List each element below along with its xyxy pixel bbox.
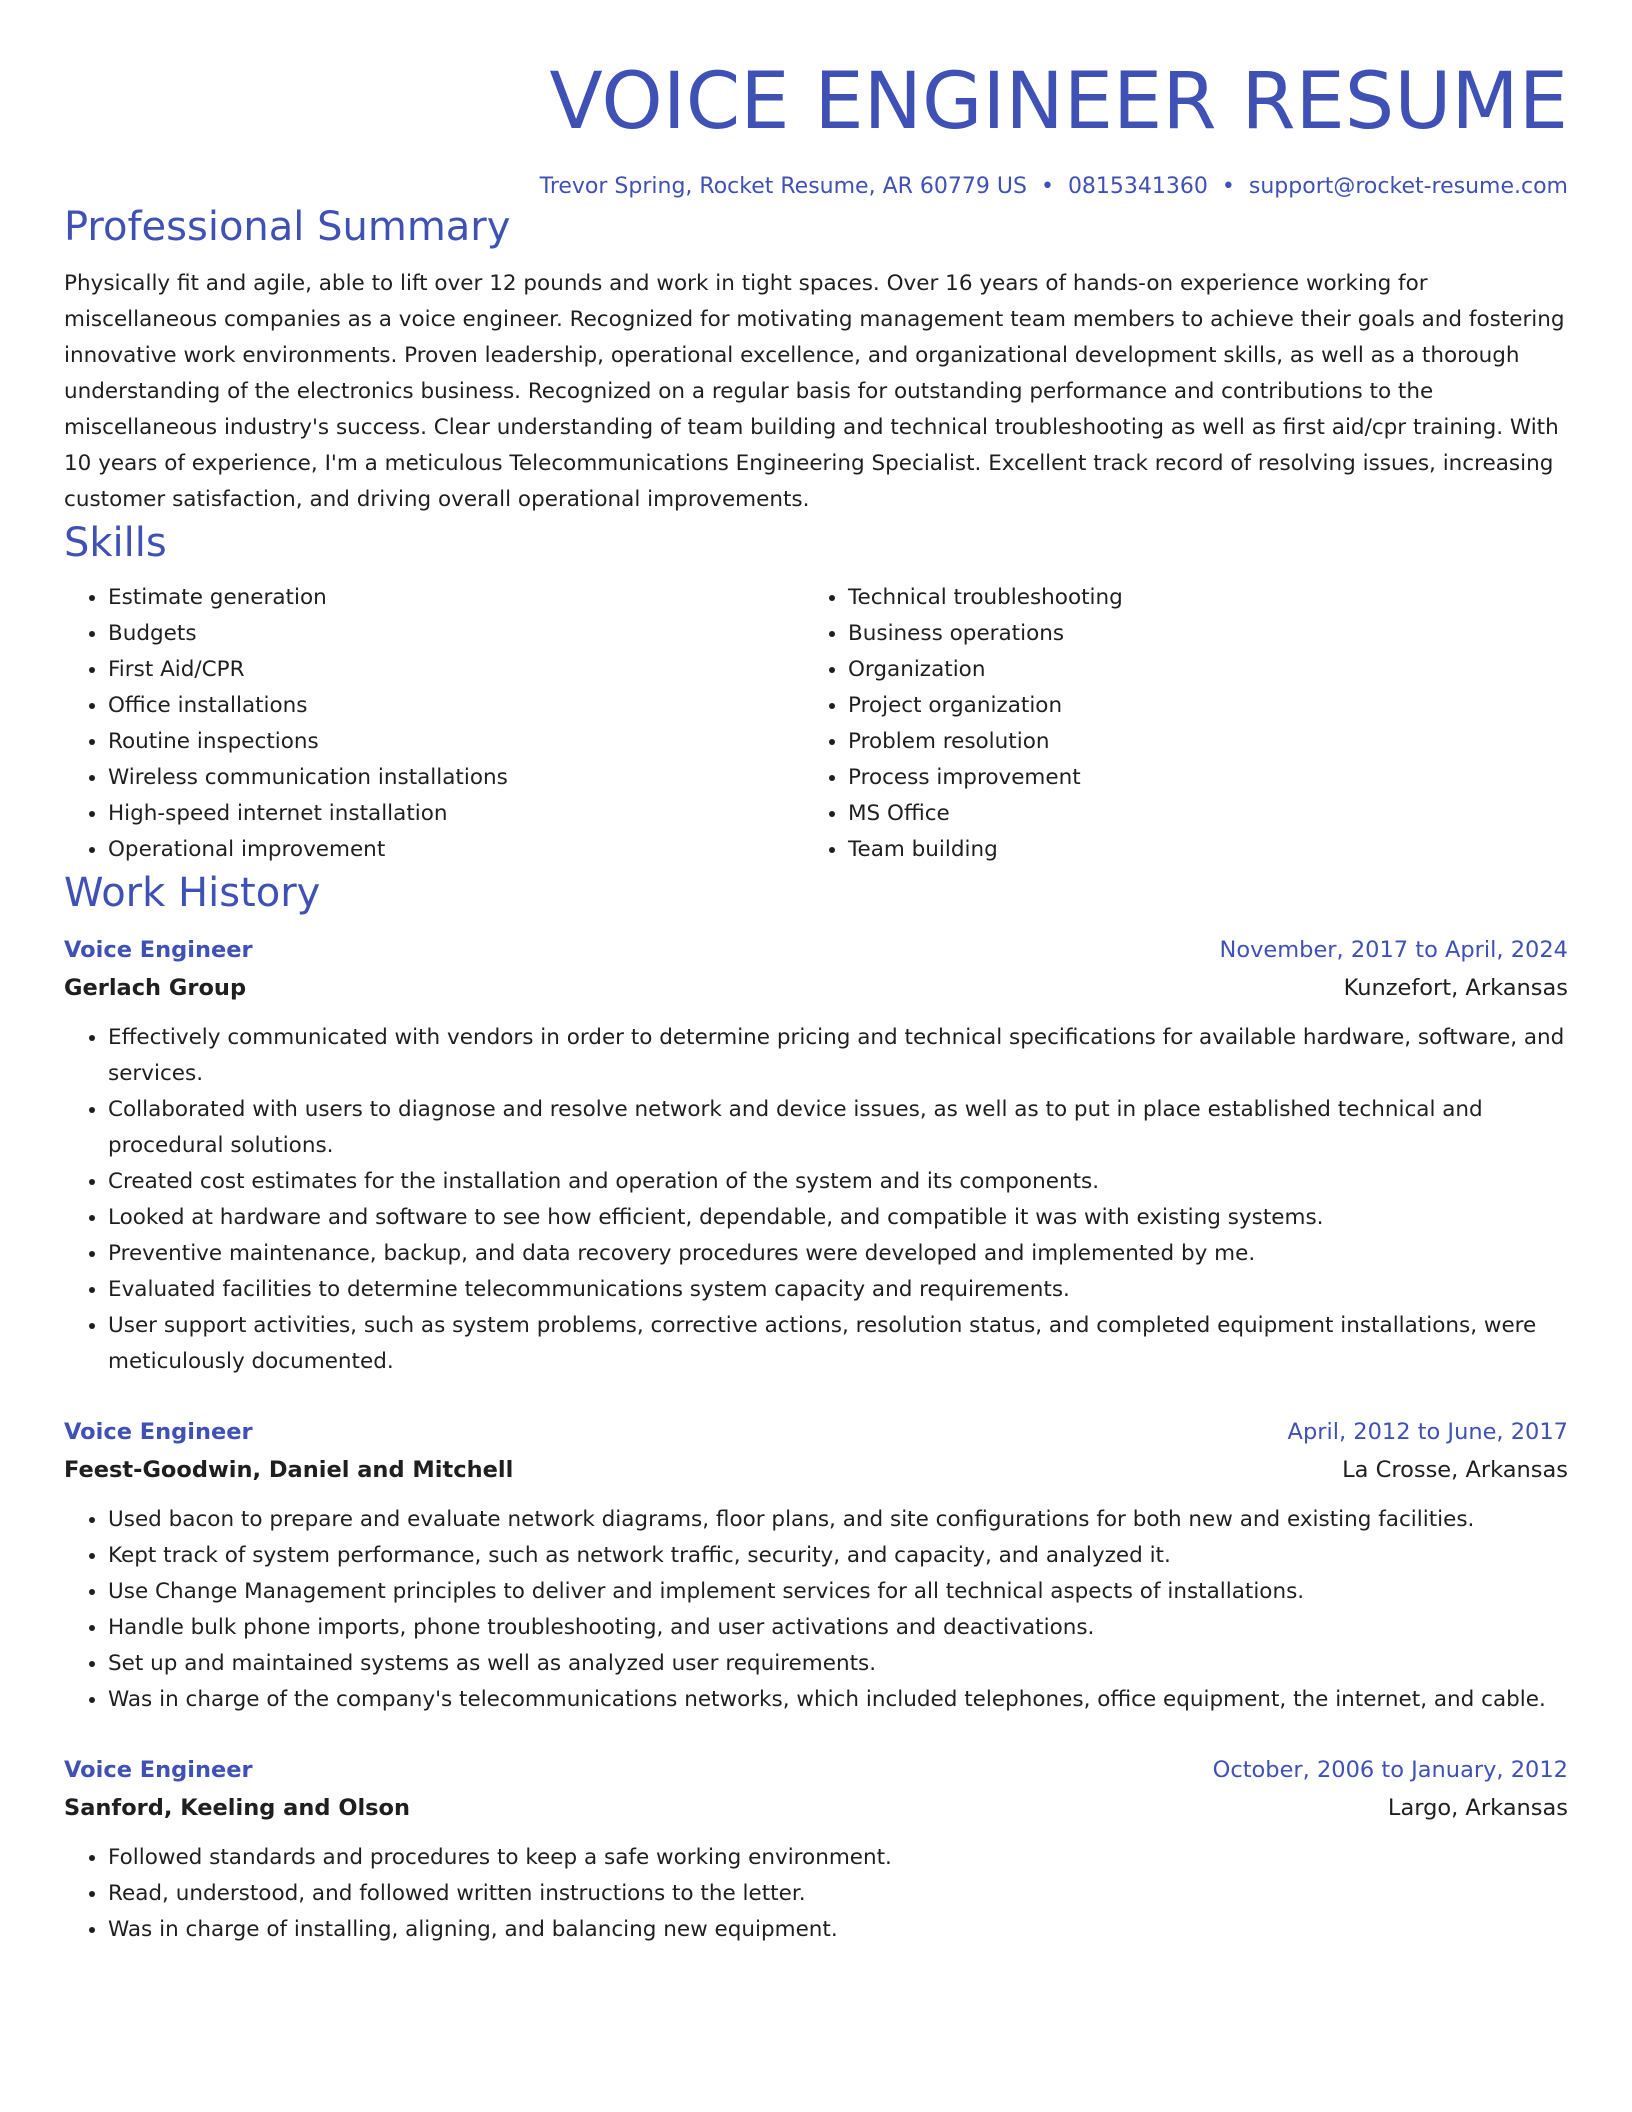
- job-entry: [64, 1414, 1568, 1718]
- skill-item: • MS Office: [848, 796, 1568, 832]
- job-bullet: • Read, understood, and followed written instructions to the letter.: [108, 1876, 1568, 1912]
- job-bullet: • Preventive maintenance, backup, and data recovery procedures were developed and implemented by me.: [108, 1236, 1568, 1272]
- job-dates: November, 2017 to April, 2024: [1219, 937, 1568, 963]
- summary-text: Physically fit and agile, able to lift over 12 pounds and work in tight spaces. Over 16 years of hands-on experience working for miscellaneous companies as a voice engineer. Recognized for motivating management team members to achieve their goals and fostering innovative work environments. Proven leadership, operational excellence, and organizational development skills, as well as a thorough understanding of the electronics business. Recognized on a regular basis for outstanding performance and contributions to the miscellaneous industry's success. Clear understanding of team building and technical troubleshooting as well as first aid/cpr training. With 10 years of experience, I'm a meticulous Telecommunications Engineering Specialist. Excellent track record of resolving issues, increasing customer satisfaction, and driving overall operational improvements.: [64, 271, 1565, 512]
- job-company: Feest-Goodwin, Daniel and Mitchell: [64, 1457, 514, 1483]
- skill-item: • Process improvement: [848, 760, 1568, 796]
- contact-separator: •: [1040, 174, 1054, 199]
- job-bullet: • Evaluated facilities to determine telecommunications system capacity and requirements.: [108, 1272, 1568, 1308]
- skills-list-left: [64, 580, 804, 868]
- job-title: Voice Engineer: [64, 1419, 253, 1445]
- skill-item: • Organization: [848, 652, 1568, 688]
- skills-heading: Skills: [64, 520, 167, 566]
- job-entry: [64, 932, 1568, 1380]
- skill-item: • Problem resolution: [848, 724, 1568, 760]
- job-bullet: • Handle bulk phone imports, phone troubleshooting, and user activations and deactivations.: [108, 1610, 1568, 1646]
- skill-item: • Operational improvement: [108, 832, 804, 868]
- skill-item: • Office installations: [108, 688, 804, 724]
- job-entry: [64, 1752, 1568, 1948]
- job-bullet: • Collaborated with users to diagnose and resolve network and device issues, as well as to put in place established technical and procedural solutions.: [108, 1092, 1568, 1164]
- job-bullets: [64, 1020, 1568, 1380]
- contact-phone: 0815341360: [1067, 174, 1208, 199]
- job-bullet: • Use Change Management principles to deliver and implement services for all technical aspects of installations.: [108, 1574, 1568, 1610]
- job-company-row: [64, 1450, 1568, 1490]
- job-title: Voice Engineer: [64, 1757, 253, 1783]
- skill-item: • High-speed internet installation: [108, 796, 804, 832]
- job-bullet: • Followed standards and procedures to keep a safe working environment.: [108, 1840, 1568, 1876]
- skill-item: • Estimate generation: [108, 580, 804, 616]
- job-location: Largo, Arkansas: [1387, 1795, 1568, 1821]
- skill-item: • Routine inspections: [108, 724, 804, 760]
- work-history-heading: Work History: [64, 870, 321, 916]
- summary-heading: Professional Summary: [64, 204, 511, 250]
- skill-item: • Team building: [848, 832, 1568, 868]
- job-bullet: • User support activities, such as system problems, corrective actions, resolution status, and completed equipment installations, were meticulously documented.: [108, 1308, 1568, 1380]
- skill-item: • Technical troubleshooting: [848, 580, 1568, 616]
- job-company-row: [64, 1788, 1568, 1828]
- skills-list-right: [804, 580, 1568, 868]
- job-header-row: [64, 932, 1568, 968]
- job-bullets: [64, 1840, 1568, 1948]
- job-bullet: • Was in charge of the company's telecommunications networks, which included telephones, office equipment, the internet, and cable.: [108, 1682, 1568, 1718]
- job-dates: October, 2006 to January, 2012: [1212, 1757, 1568, 1783]
- job-bullet: • Set up and maintained systems as well as analyzed user requirements.: [108, 1646, 1568, 1682]
- job-dates: April, 2012 to June, 2017: [1287, 1419, 1568, 1445]
- contact-line: [64, 172, 1568, 202]
- job-location: La Crosse, Arkansas: [1342, 1457, 1568, 1483]
- job-header-row: [64, 1414, 1568, 1450]
- job-title: Voice Engineer: [64, 937, 253, 963]
- job-company: Gerlach Group: [64, 975, 247, 1001]
- skill-item: • Budgets: [108, 616, 804, 652]
- contact-email: support@rocket-resume.com: [1248, 174, 1568, 199]
- skill-item: • Business operations: [848, 616, 1568, 652]
- skill-item: • First Aid/CPR: [108, 652, 804, 688]
- job-bullet: • Effectively communicated with vendors in order to determine pricing and technical specifications for available hardware, software, and services.: [108, 1020, 1568, 1092]
- job-bullet: • Used bacon to prepare and evaluate network diagrams, floor plans, and site configurations for both new and existing facilities.: [108, 1502, 1568, 1538]
- skill-item: • Project organization: [848, 688, 1568, 724]
- resume-title: VOICE ENGINEER RESUME: [549, 57, 1568, 147]
- contact-address: Trevor Spring, Rocket Resume, AR 60779 US: [539, 174, 1027, 199]
- job-header-row: [64, 1752, 1568, 1788]
- contact-separator: •: [1221, 174, 1235, 199]
- job-bullet: • Looked at hardware and software to see how efficient, dependable, and compatible it was with existing systems.: [108, 1200, 1568, 1236]
- job-company: Sanford, Keeling and Olson: [64, 1795, 411, 1821]
- skill-item: • Wireless communication installations: [108, 760, 804, 796]
- job-location: Kunzefort, Arkansas: [1343, 975, 1568, 1001]
- job-bullet: • Was in charge of installing, aligning, and balancing new equipment.: [108, 1912, 1568, 1948]
- job-bullet: • Kept track of system performance, such as network traffic, security, and capacity, and analyzed it.: [108, 1538, 1568, 1574]
- job-bullets: [64, 1502, 1568, 1718]
- skills-grid: [64, 580, 1568, 868]
- job-bullet: • Created cost estimates for the installation and operation of the system and its components.: [108, 1164, 1568, 1200]
- job-company-row: [64, 968, 1568, 1008]
